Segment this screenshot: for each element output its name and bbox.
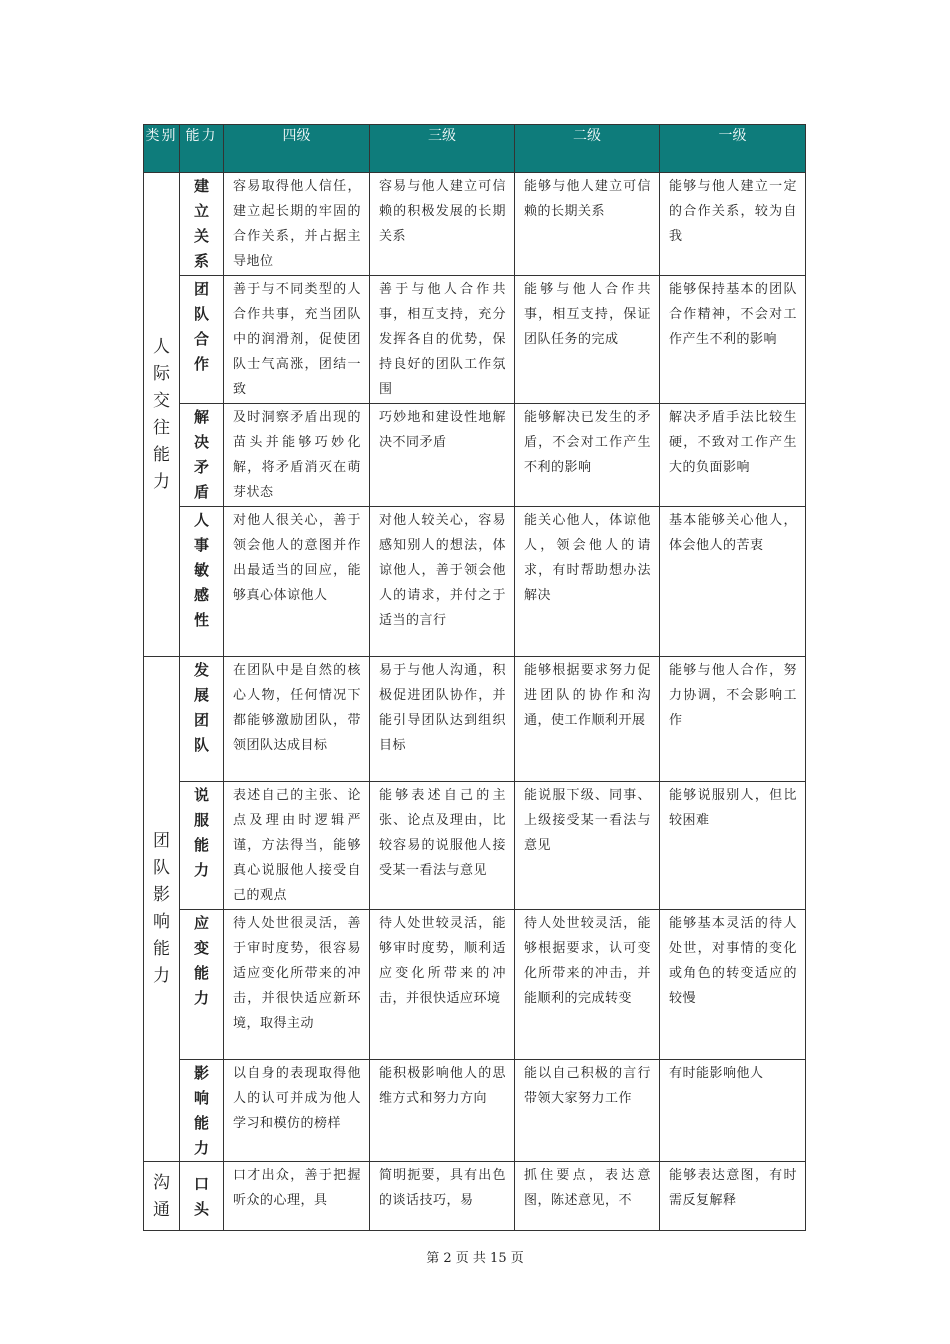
level3-cell: 待人处世较灵活，能够审时度势，顺利适应变化所带来的冲击，并很快适应环境 xyxy=(370,910,515,1060)
ability-label: 人事敏感性 xyxy=(194,511,210,629)
level3-cell: 善于与他人合作共事，相互支持，充分发挥各自的优势，保持良好的团队工作氛围 xyxy=(370,276,515,404)
level1-cell: 能够与他人建立一定的合作关系，较为自我 xyxy=(660,173,806,276)
ability-cell xyxy=(180,657,224,782)
level3-cell: 能积极影响他人的思维方式和努力方向 xyxy=(370,1060,515,1162)
table-row xyxy=(144,657,806,782)
table-row xyxy=(144,782,806,910)
level3-cell: 巧妙地和建设性地解决不同矛盾 xyxy=(370,404,515,507)
ability-cell xyxy=(180,1060,224,1162)
competency-table xyxy=(143,124,806,1231)
ability-label: 口头 xyxy=(194,1175,210,1218)
ability-cell xyxy=(180,507,224,657)
table-row xyxy=(144,1060,806,1162)
table-row xyxy=(144,276,806,404)
page-number: 第 2 页 共 15 页 xyxy=(426,1251,524,1266)
category-cell xyxy=(144,657,180,1162)
table-row xyxy=(144,507,806,657)
ability-label: 解决矛盾 xyxy=(194,408,210,501)
ability-label: 说服能力 xyxy=(194,786,210,879)
level3-cell: 易于与他人沟通，积极促进团队协作，并能引导团队达到组织目标 xyxy=(370,657,515,782)
level4-cell: 在团队中是自然的核心人物，任何情况下都能够激励团队，带领团队达成目标 xyxy=(224,657,370,782)
level4-cell: 善于与不同类型的人合作共事，充当团队中的润滑剂，促使团队士气高涨，团结一致 xyxy=(224,276,370,404)
level4-cell: 待人处世很灵活，善于审时度势，很容易适应变化所带来的冲击，并很快适应新环境，取得主动 xyxy=(224,910,370,1060)
table-row xyxy=(144,910,806,1060)
level2-cell: 能以自己积极的言行带领大家努力工作 xyxy=(515,1060,660,1162)
level1-cell: 能够与他人合作，努力协调，不会影响工作 xyxy=(660,657,806,782)
level2-cell: 待人处世较灵活，能够根据要求，认可变化所带来的冲击，并能顺利的完成转变 xyxy=(515,910,660,1060)
ability-cell xyxy=(180,910,224,1060)
ability-cell xyxy=(180,173,224,276)
level3-cell: 容易与他人建立可信赖的积极发展的长期关系 xyxy=(370,173,515,276)
level1-cell: 有时能影响他人 xyxy=(660,1060,806,1162)
table-row xyxy=(144,173,806,276)
level1-cell: 能够说服别人，但比较困难 xyxy=(660,782,806,910)
ability-cell xyxy=(180,1162,224,1231)
category-label: 团队影响能力 xyxy=(153,831,170,986)
header-level4: 四级 xyxy=(224,125,370,173)
level3-cell: 能够表述自己的主张、论点及理由，比较容易的说服他人接受某一看法与意见 xyxy=(370,782,515,910)
level2-cell: 能够根据要求努力促进团队的协作和沟通，使工作顺利开展 xyxy=(515,657,660,782)
level4-cell: 表述自己的主张、论点及理由时逻辑严谨，方法得当，能够真心说服他人接受自己的观点 xyxy=(224,782,370,910)
category-cell xyxy=(144,1162,180,1231)
level4-cell: 对他人很关心，善于领会他人的意图并作出最适当的回应，能够真心体谅他人 xyxy=(224,507,370,657)
level4-cell: 容易取得他人信任，建立起长期的牢固的合作关系，并占据主导地位 xyxy=(224,173,370,276)
level2-cell: 能够解决已发生的矛盾，不会对工作产生不利的影响 xyxy=(515,404,660,507)
level2-cell: 能够与他人合作共事，相互支持，保证团队任务的完成 xyxy=(515,276,660,404)
category-label: 人际交往能力 xyxy=(153,336,170,492)
table-row xyxy=(144,404,806,507)
level3-cell: 简明扼要，具有出色的谈话技巧，易 xyxy=(370,1162,515,1231)
ability-label: 团队合作 xyxy=(194,280,210,373)
header-ability: 能力 xyxy=(180,125,224,173)
header-category: 类别 xyxy=(144,125,180,173)
header-level2: 二级 xyxy=(515,125,660,173)
level2-cell: 能说服下级、同事、上级接受某一看法与意见 xyxy=(515,782,660,910)
level1-cell: 能够表达意图，有时需反复解释 xyxy=(660,1162,806,1231)
ability-label: 应变能力 xyxy=(194,914,210,1007)
header-level3: 三级 xyxy=(370,125,515,173)
ability-cell xyxy=(180,276,224,404)
level1-cell: 能够基本灵活的待人处世，对事情的变化或角色的转变适应的较慢 xyxy=(660,910,806,1060)
category-cell xyxy=(144,173,180,657)
table-header xyxy=(144,125,806,173)
level4-cell: 以自身的表现取得他人的认可并成为他人学习和模仿的榜样 xyxy=(224,1060,370,1162)
ability-cell xyxy=(180,782,224,910)
category-label: 沟通 xyxy=(153,1173,170,1220)
ability-label: 建立关系 xyxy=(194,177,210,270)
header-level1: 一级 xyxy=(660,125,806,173)
level2-cell: 抓住要点，表达意图，陈述意见，不 xyxy=(515,1162,660,1231)
ability-label: 发展团队 xyxy=(194,661,210,754)
level1-cell: 解决矛盾手法比较生硬，不致对工作产生大的负面影响 xyxy=(660,404,806,507)
table-row xyxy=(144,1162,806,1231)
level4-cell: 口才出众，善于把握听众的心理，具 xyxy=(224,1162,370,1231)
ability-label: 影响能力 xyxy=(194,1064,210,1157)
level4-cell: 及时洞察矛盾出现的苗头并能够巧妙化解，将矛盾消灭在萌芽状态 xyxy=(224,404,370,507)
level2-cell: 能关心他人，体谅他人，领会他人的请求，有时帮助想办法解决 xyxy=(515,507,660,657)
level2-cell: 能够与他人建立可信赖的长期关系 xyxy=(515,173,660,276)
level3-cell: 对他人较关心，容易感知别人的想法，体谅他人，善于领会他人的请求，并付之于适当的言行 xyxy=(370,507,515,657)
level1-cell: 基本能够关心他人，体会他人的苦衷 xyxy=(660,507,806,657)
level1-cell: 能够保持基本的团队合作精神，不会对工作产生不利的影响 xyxy=(660,276,806,404)
ability-cell xyxy=(180,404,224,507)
